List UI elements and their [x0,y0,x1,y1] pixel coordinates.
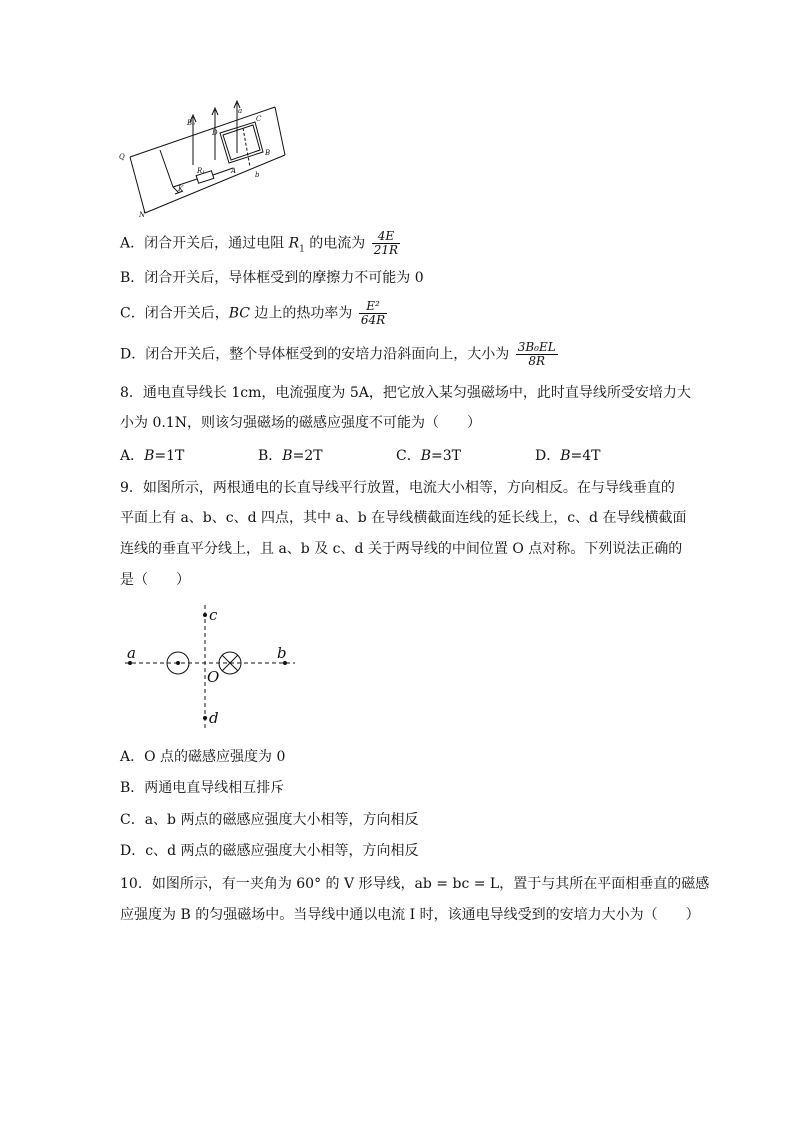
label-Q: Q [119,153,125,161]
q8-option-b: B．B=2T [258,448,323,464]
label-A: A [231,167,237,175]
q9-option-b: B．两通电直导线相互排斥 [120,780,285,796]
q9-option-c: C．a、b 两点的磁感应强度大小相等，方向相反 [120,812,419,828]
q8-option-a: A．B=1T [120,448,185,464]
fraction-4E-21R: $\frac{4E}{21R}$ [373,229,399,257]
q8-stem-line2: 小为 0.1N，则该匀强磁场的磁感应强度不可能为（ ） [120,415,481,431]
fraction-3B0EL-8R: $\frac{\text{3B₀EL}}{8R}$ [517,340,556,368]
label-point-O: O [207,668,220,686]
q9-stem-line4: 是（ ） [120,572,190,588]
label-N: N [139,211,146,219]
q9-stem-line2: 平面上有 a、b、c、d 四点，其中 a、b 在导线横截面连线的延长线上，c、d 在导线横截面 [120,510,687,526]
q9-stem-line1: 9．如图所示，两根通电的长直导线平行放置，电流大小相等，方向相反。在与导线垂直的 [120,480,675,496]
label-point-a: a [127,644,136,662]
label-a: a [238,107,243,115]
q9-stem-line3: 连线的垂直平分线上，且 a、b 及 c、d 关于两导线的中间位置 O 点对称。下列说法正确的 [120,541,683,557]
q9-option-d: D．c、d 两点的磁感应强度大小相等，方向相反 [120,843,419,859]
q7-option-d: D．闭合开关后，整个导体框受到的安培力沿斜面向上，大小为 $\frac{\text{3B₀EL}}{8R}$ [120,340,556,368]
label-B: B [265,149,271,157]
label-C: C [256,115,262,123]
q10-stem-line2: 应强度为 B 的匀强磁场中。当导线中通以电流 I 时，该通电导线受到的安培力大小为（ ） [120,907,700,923]
label-point-d: d [209,709,219,727]
q8-stem-line1: 8．通电直导线长 1cm，电流强度为 5A，把它放入某匀强磁场中，此时直导线所受安培力大 [120,385,691,401]
label-B0: B₀ [187,119,195,127]
q7-option-a: A．闭合开关后，通过电阻 $R_1$ 的电流为 $\frac{4E}{21R}$ [120,229,399,257]
label-b: b [255,171,260,179]
two-wires-figure [115,600,305,735]
label-K: K [178,185,184,193]
q10-stem-line1: 10．如图所示，有一夹角为 60° 的 V 形导线，ab = bc = L，置于与其所在平面相垂直的磁感 [120,876,710,892]
q8-option-c: C．B=3T [396,448,461,464]
q8-option-d: D．B=4T [535,448,601,464]
fraction-E2-64R: $\frac{\text{E²}}{64R}$ [360,299,386,327]
label-point-c: c [209,606,218,624]
incline-circuit-figure [115,95,295,220]
q7-option-c: C．闭合开关后，BC 边上的热功率为 $\frac{\text{E²}}{64R}$ [120,299,386,327]
label-point-b: b [277,644,287,662]
label-R1: R₁ [197,167,206,175]
q9-option-a: A．O 点的磁感应强度为 0 [120,749,286,765]
label-D: D [212,129,218,137]
q7-option-b: B．闭合开关后，导体框受到的摩擦力不可能为 0 [120,270,424,286]
